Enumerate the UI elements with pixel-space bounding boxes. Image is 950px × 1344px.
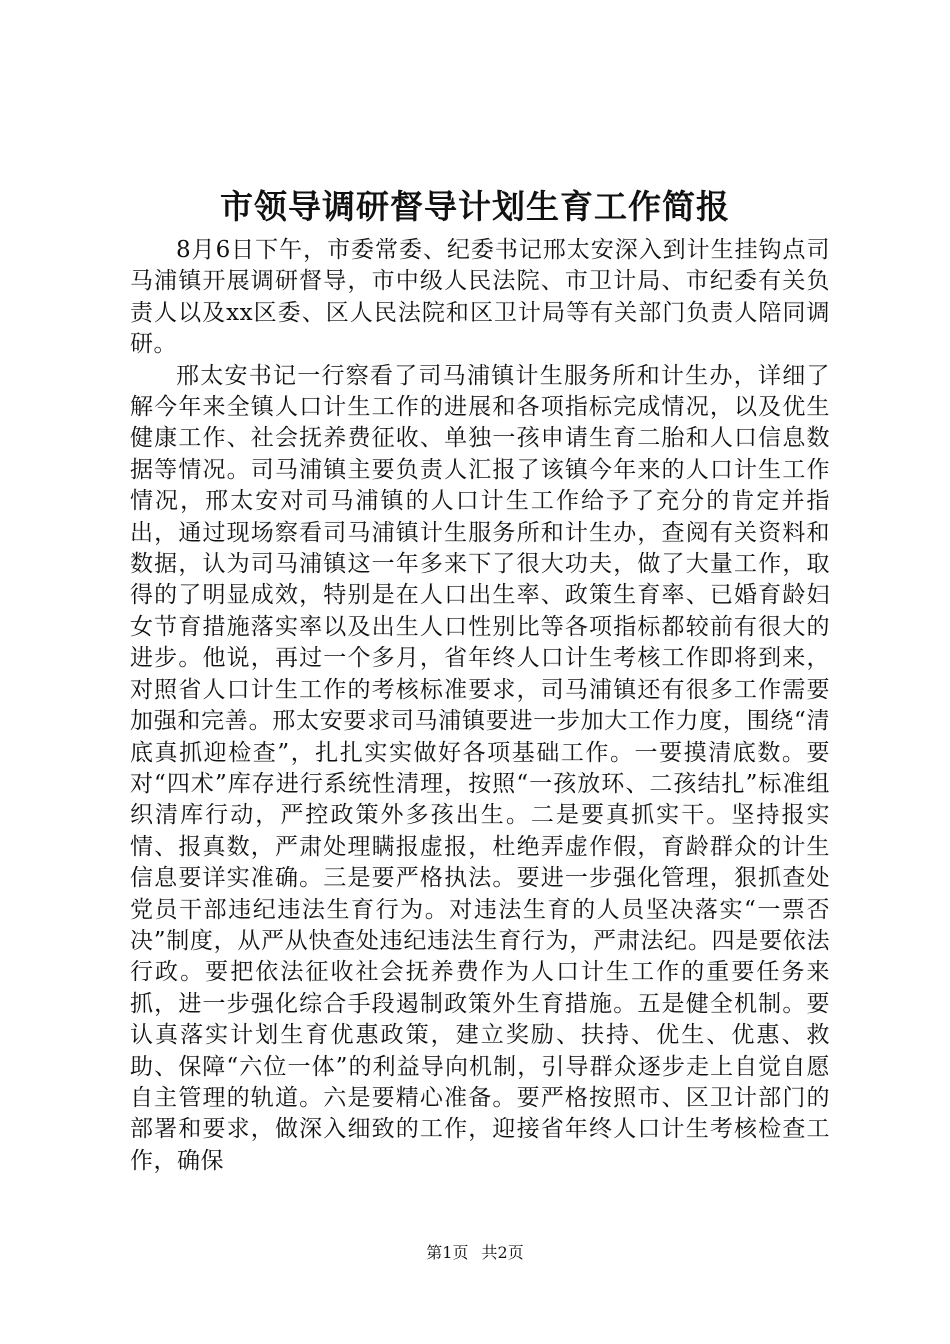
paragraph-2: 邢太安书记一行察看了司马浦镇计生服务所和计生办，详细了解今年来全镇人口计生工作的进展和各项指标完成情况，以及优生健康工作、社会抚养费征收、单独一孩申请生育二胎和人口信息数据等情况。司马浦镇主要负责人汇报了该镇今年来的人口计生工作情况，邢太安对司马浦镇的人口计生工作给予了充分的肯定并指出，通过现场察看司马浦镇计生服务所和计生办，查阅有关资料和数据，认为司马浦镇这一年多来下了很大功夫，做了大量工作，取得的了明显成效，特别是在人口出生率、政策生育率、已婚育龄妇女节育措施落实率以及出生人口性别比等各项指标都较前有很大的进步。他说，再过一个多月，省年终人口计生考核工作即将到来，对照省人口计生工作的考核标准要求，司马浦镇还有很多工作需要加强和完善。邢太安要求司马浦镇要进一步加大工作力度，围绕“清底真抓迎检查”，扎扎实实做好各项基础工作。一要摸清底数。要对“四术”库存进行系统性清理，按照“一孩放环、二孩结扎”标准组织清库行动，严控政策外多孩出生。二是要真抓实干。坚持报实情、报真数，严肃处理瞒报虚报，杜绝弄虚作假，育龄群众的计生信息要详实准确。三是要严格执法。要进一步强化管理，狠抓查处党员干部违纪违法生育行为。对违法生育的人员坚决落实“一票否决”制度，从严从快查处违纪违法生育行为，严肃法纪。四是要依法行政。要把依法征收社会抚养费作为人口计生工作的重要任务来抓，进一步强化综合手段遏制政策外生育措施。五是健全机制。要认真落实计划生育优惠政策，建立奖励、扶持、优生、优惠、救助、保障“六位一体”的利益导向机制，引导群众逐步走上自觉自愿自主管理的轨道。六是要精心准备。要严格按照市、区卫计部门的部署和要求，做深入细致的工作，迎接省年终人口计生考核检查工作，确保 — [130, 362, 830, 1174]
document-title: 市领导调研督导计划生育工作简报 — [220, 187, 730, 226]
page-footer — [0, 1243, 950, 1263]
page-number-current: 第1页 — [426, 1243, 469, 1262]
document-body — [130, 235, 830, 1177]
paragraph-1: 8月6日下午，市委常委、纪委书记邢太安深入到计生挂钩点司马浦镇开展调研督导，市中级人民法院、市卫计局、市纪委有关负责人以及xx区委、区人民法院和区卫计局等有关部门负责人陪同调研。 — [130, 237, 830, 358]
page-number-total: 共2页 — [481, 1243, 524, 1262]
